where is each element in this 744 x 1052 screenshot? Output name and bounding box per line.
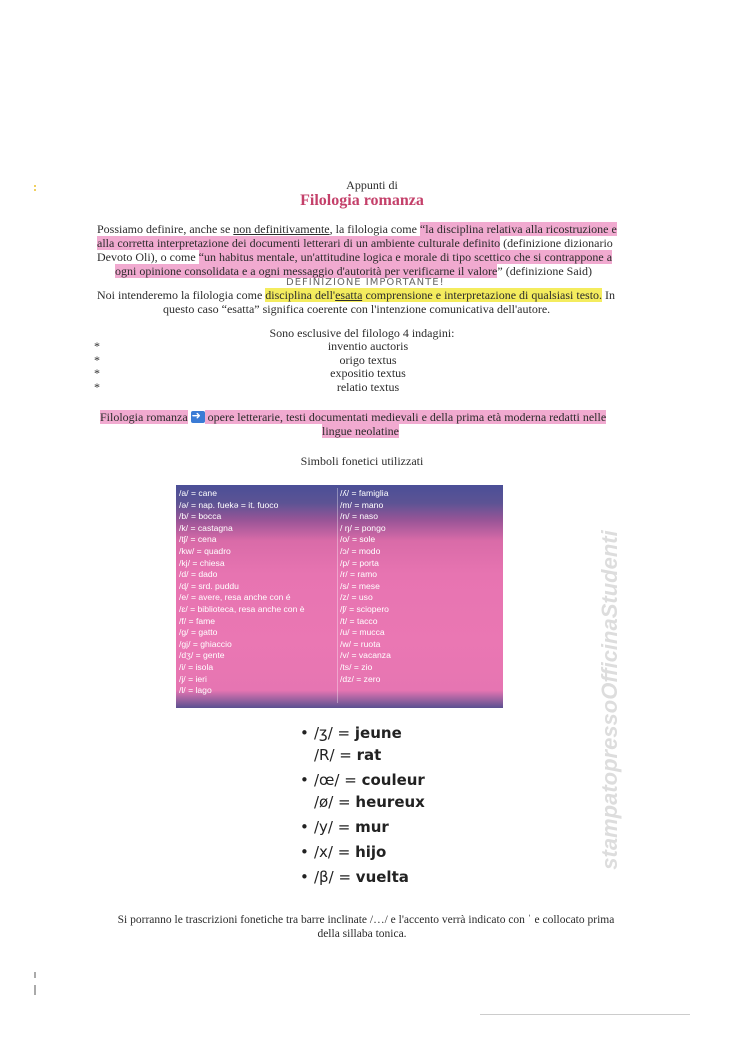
phonetic-symbol: /œ/ = [314,771,362,789]
phonetic-symbol-row: /ɖ/ = srd. puddu [179,580,239,591]
phonetic-symbols-table [176,485,503,708]
phonetic-symbol-row: /p/ = porta [340,557,379,568]
watermark [560,520,660,880]
investigation-item: origo textus [339,353,397,367]
phonetics-heading: Simboli fonetici utilizzati [300,454,424,468]
phonetic-symbol: /R/ = [314,746,357,764]
definition-line-3 [97,250,637,264]
phonetic-symbol-row: /ʃ/ = sciopero [340,603,389,614]
highlighted-text: lingue neolatine [322,424,399,438]
phonetic-symbol-row: /f/ = fame [179,615,216,626]
document-title: Filologia romanza [300,192,424,209]
highlighted-term: Filologia romanza [100,410,188,424]
phonetic-symbol-row: /b/ = bocca [179,511,222,522]
handwritten-annotation: DEFINIZIONE IMPORTANTE! [286,277,445,288]
extra-symbol-item [300,866,425,888]
watermark-text: stampatopressoOfficinaStudenti [597,530,622,870]
phonetic-symbol-row: /tʃ/ = cena [179,534,217,545]
extra-symbol-item [300,769,425,813]
phonetic-symbol-row: /l/ = lago [179,685,212,696]
definition-line-2 [97,236,637,250]
footer-note-line-2: della sillaba tonica. [317,928,407,940]
phonetic-symbol: /x/ = [314,843,356,861]
bullet-icon: • [300,771,309,789]
example-word: jeune [354,724,402,742]
investigations-intro: Sono esclusive del filologo 4 indagini: [269,326,455,340]
extra-symbol-item [300,841,425,863]
phonetic-symbol-row: /ɛ/ = biblioteca, resa anche con è [179,603,305,614]
bullet-icon: • [300,843,309,861]
phonetic-symbol-row: /kw/ = quadro [179,545,231,556]
bullet-icon: • [300,868,309,886]
extra-symbol-line [314,722,425,744]
text-run: ” (definizione Said) [497,264,593,278]
definition-paragraph [97,222,637,278]
bullet-icon: • [300,724,309,742]
text-run: , la filologia come [329,222,420,236]
example-word: mur [355,818,389,836]
text-run: Devoto Oli), o come [97,250,199,264]
bullet-icon: • [300,818,309,836]
scan-edge-mark [34,972,36,978]
phonetic-symbol-row: /dʒ/ = gente [179,650,225,661]
text-run: (definizione dizionario [500,236,613,250]
extra-symbol-item [300,816,425,838]
investigation-marker: * [94,353,100,367]
highlighted-text: alla corretta interpretazione dei documenti letterari di un ambiente culturale definito [97,236,501,250]
example-word: vuelta [355,868,409,886]
investigation-item: expositio textus [330,366,406,380]
phonetic-symbol-row: /d/ = dado [179,569,218,580]
highlighted-text: ogni opinione consolidata e a ogni messaggio d'autorità per verificarne il valore [115,264,498,278]
filologia-line-2: questo caso “esatta” significa coerente con l'intenzione comunicativa dell'autore. [163,302,551,316]
extra-symbol-line [314,866,425,888]
extra-symbol-line [314,816,425,838]
phonetic-symbol-row: /o/ = sole [340,534,376,545]
phonetic-symbol-row: /v/ = vacanza [340,650,391,661]
phonetic-symbol-row: /dz/ = zero [340,673,381,684]
phonetic-symbol-row: /u/ = mucca [340,627,385,638]
romance-philology-definition [100,410,640,438]
phonetic-symbol-row: /gj/ = ghiaccio [179,638,232,649]
footer-note-line-1: Si porranno le trascrizioni fonetiche tra barre inclinate /…/ e l'accento verrà indicato con ˈ e collocato prima [117,914,615,926]
definition-line-4 [97,264,637,278]
extra-symbols-list [300,722,425,891]
underlined-text: non definitivamente [233,222,330,236]
extra-symbol-line [314,791,425,813]
scan-edge-mark [34,985,36,995]
phonetic-symbol-row: /ə/ = nap. fuekə = it. fuoco [179,499,279,510]
phonetic-symbol-row: /t/ = tacco [340,615,378,626]
phonetic-symbol: /y/ = [314,818,356,836]
phonetic-symbol-row: /r/ = ramo [340,569,378,580]
phonetic-symbol-row: /g/ = gatto [179,627,218,638]
extra-symbol-item [300,722,425,766]
investigation-item: inventio auctoris [327,339,409,353]
phonetic-symbol: /β/ = [314,868,356,886]
text-run: Possiamo definire, anche se [97,222,234,236]
phonetic-column-right [340,488,391,685]
phonetic-symbol-row: /j/ = ieri [179,673,207,684]
phonetic-symbol-row: /n/ = naso [340,511,378,522]
investigation-marker: * [94,366,100,380]
scan-bottom-line [480,1014,690,1015]
phonetic-symbol-row: /ɔ/ = modo [340,545,381,556]
example-word: hijo [355,843,387,861]
example-word: heureux [355,793,425,811]
phonetic-symbol: /ø/ = [314,793,356,811]
highlighted-text: disciplina dell' [265,288,336,302]
column-divider [337,488,338,703]
highlighted-text: “la disciplina relativa alla ricostruzione e [419,222,617,236]
extra-symbol-line [314,841,425,863]
underlined-text: esatta [335,288,363,302]
extra-symbol-line [314,769,425,791]
romance-line-1 [100,410,640,424]
phonetic-symbol-row: /a/ = cane [179,488,217,498]
investigation-item: relatio textus [336,380,400,394]
phonetic-symbol-row: /ʎ/ = famiglia [340,488,389,498]
phonetic-symbol: /ʒ/ = [314,724,355,742]
romance-line-2 [100,424,640,438]
phonetic-symbol-row: /e/ = avere, resa anche con é [179,592,291,603]
phonetic-symbol-row: /m/ = mano [340,499,384,510]
arrow-right-icon [191,411,205,423]
phonetic-symbol-row: /s/ = mese [340,580,380,591]
phonetic-column-left [179,488,305,697]
highlighted-text: “un habitus mentale, un'attitudine logica e morale di tipo scettico che si contrappone a [198,250,613,264]
text-run: Noi intenderemo la filologia come [97,288,266,302]
example-word: couleur [361,771,425,789]
highlighted-text: opere letterarie, testi documentati medievali e della prima età moderna redatti nelle [204,410,607,424]
text-run: In [602,288,616,302]
phonetic-symbol-row: /ts/ = zio [340,661,373,672]
extra-symbol-line [314,744,425,766]
investigation-marker: * [94,380,100,394]
phonetic-symbol-row: /i/ = isola [179,661,214,672]
filologia-paragraph [97,288,637,316]
phonetic-symbol-row: /z/ = uso [340,592,373,603]
definition-line-1 [97,222,637,236]
phonetic-symbol-row: / ŋ/ = pongo [340,522,386,533]
phonetic-symbol-row: /kj/ = chiesa [179,557,225,568]
investigation-marker: * [94,339,100,353]
example-word: rat [356,746,382,764]
filologia-line-1 [97,288,637,302]
phonetic-symbol-row: /w/ = ruota [340,638,381,649]
phonetic-symbol-row: /k/ = castagna [179,522,233,533]
highlighted-text: comprensione e interpretazione di qualsiasi testo. [362,288,603,302]
document-subtitle: Appunti di [346,178,398,192]
